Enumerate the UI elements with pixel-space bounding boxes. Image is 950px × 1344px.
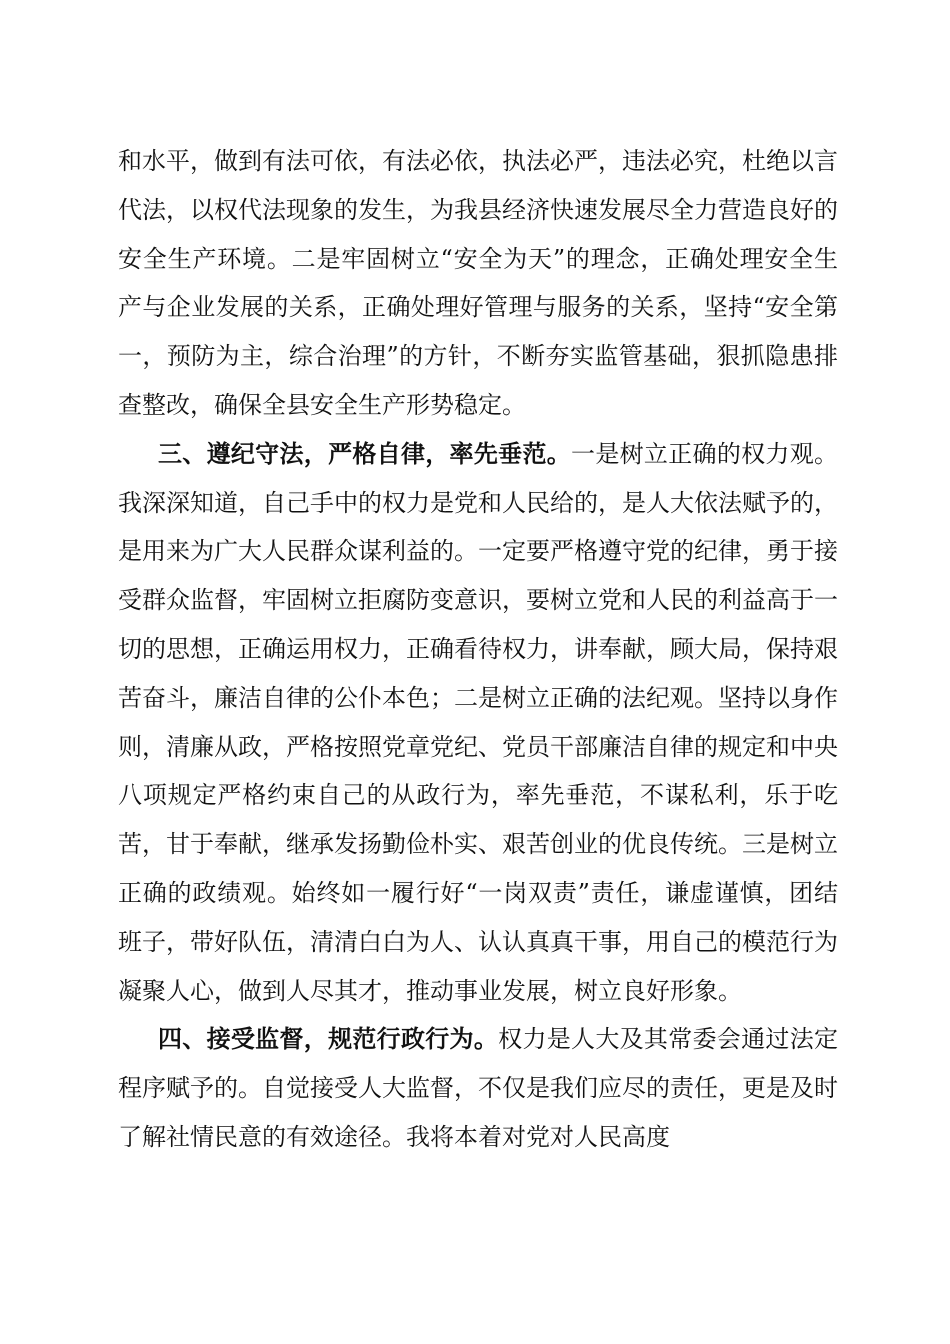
section-heading: 三、遵纪守法，严格自律，率先垂范。	[158, 439, 572, 468]
paragraph-body: 一是树立正确的权力观。我深深知道，自己手中的权力是党和人民给的，是人大依法赋予的，是用来为广大人民群众谋利益的。一定要严格遵守党的纪律，勇于接受群众监督，牢固树立拒腐防变意识，要树立党和人民的利益高于一切的思想，正确运用权力，正确看待权力，讲奉献，顾大局，保持艰苦奋斗，廉洁自律的公仆本色；二是树立正确的法纪观。坚持以身作则，清廉从政，严格按照党章党纪、党员干部廉洁自律的规定和中央八项规定严格约束自己的从政行为，率先垂范，不谋私利，乐于吃苦，甘于奉献，继承发扬勤俭朴实、艰苦创业的优良传统。三是树立正确的政绩观。始终如一履行好“一岗双责”责任，谦虚谨慎，团结班子，带好队伍，清清白白为人、认认真真干事，用自己的模范行为凝聚人心，做到人尽其才，推动事业发展，树立良好形象。	[118, 439, 839, 1005]
paragraph-continuation	[118, 137, 838, 430]
paragraph-body: 权力是人大及其常委会通过法定程序赋予的。自觉接受人大监督，不仅是我们应尽的责任，更是及时了解社情民意的有效途径。我将本着对党对人民高度	[118, 1025, 839, 1151]
paragraph-body: 和水平，做到有法可依，有法必依，执法必严，违法必究，杜绝以言代法，以权代法现象的发生，为我县经济快速发展尽全力营造良好的安全生产环境。二是牢固树立“安全为天”的理念，正确处理安全生产与企业发展的关系，正确处理好管理与服务的关系，坚持“安全第一，预防为主，综合治理”的方针，不断夯实监管基础，狠抓隐患排查整改，确保全县安全生产形势稳定。	[118, 147, 838, 419]
section-heading: 四、接受监督，规范行政行为。	[158, 1025, 499, 1054]
body-text	[118, 137, 838, 1162]
paragraph-section-3	[118, 430, 838, 1016]
paragraph-section-4	[118, 1015, 838, 1161]
